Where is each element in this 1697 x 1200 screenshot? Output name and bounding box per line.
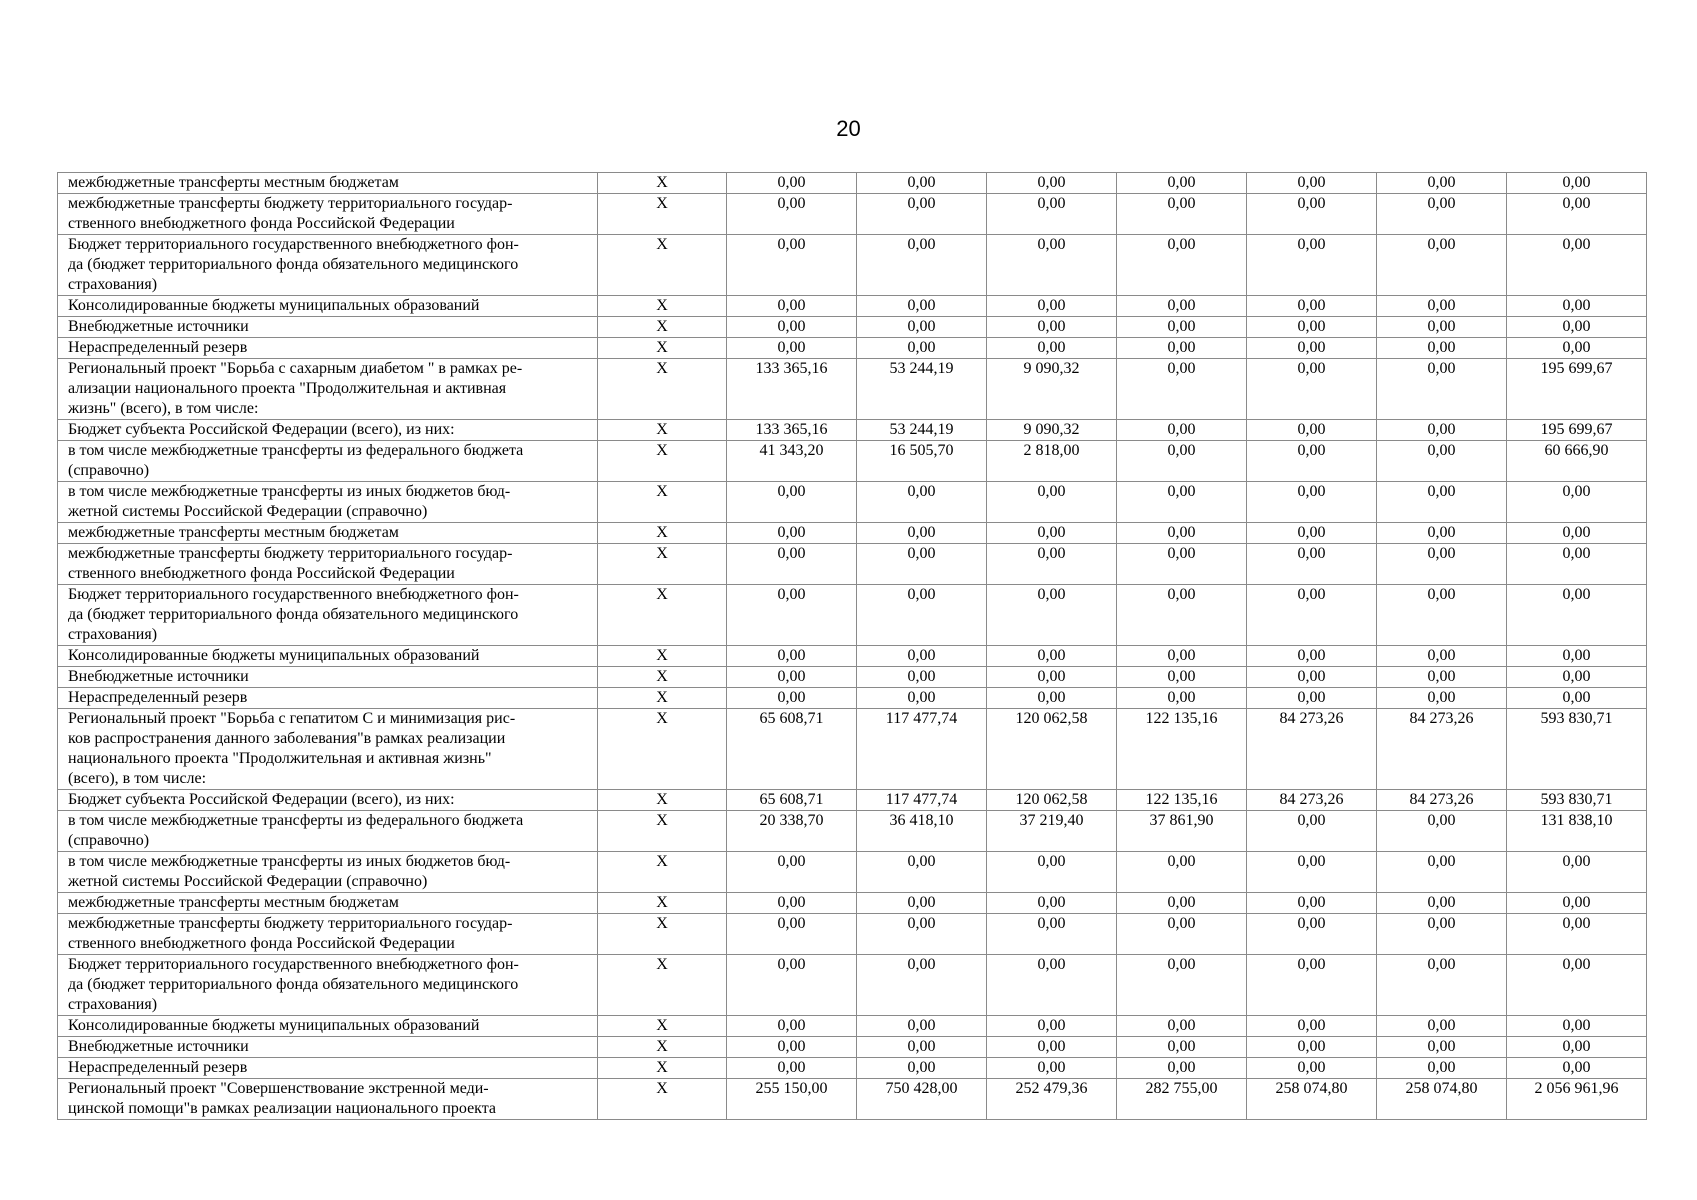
row-name-cell: межбюджетные трансферты местным бюджетам (58, 893, 598, 914)
row-value-cell: 258 074,80 (1377, 1079, 1507, 1120)
row-name-cell: Внебюджетные источники (58, 317, 598, 338)
row-value-cell: 0,00 (987, 914, 1117, 955)
row-name-cell: в том числе межбюджетные трансферты из федерального бюджета (справочно) (58, 441, 598, 482)
row-total-cell: 0,00 (1507, 296, 1647, 317)
row-mark-cell: X (598, 338, 727, 359)
row-value-cell: 0,00 (727, 955, 857, 1016)
row-value-cell: 53 244,19 (857, 420, 987, 441)
row-value-cell: 0,00 (1117, 955, 1247, 1016)
table-row (58, 441, 1647, 482)
row-value-cell: 0,00 (857, 235, 987, 296)
row-name-cell: межбюджетные трансферты местным бюджетам (58, 173, 598, 194)
row-value-cell: 36 418,10 (857, 811, 987, 852)
row-value-cell: 0,00 (727, 893, 857, 914)
row-value-cell: 133 365,16 (727, 420, 857, 441)
row-name-cell: Нераспределенный резерв (58, 1058, 598, 1079)
row-name-cell: межбюджетные трансферты бюджету территориального государ- ственного внебюджетного фонда Российской Федерации (58, 544, 598, 585)
row-value-cell: 0,00 (1247, 482, 1377, 523)
row-name-cell: межбюджетные трансферты бюджету территориального государ- ственного внебюджетного фонда Российской Федерации (58, 914, 598, 955)
row-value-cell: 84 273,26 (1247, 790, 1377, 811)
row-mark-cell: X (598, 1016, 727, 1037)
row-value-cell: 0,00 (1247, 852, 1377, 893)
row-value-cell: 0,00 (1117, 359, 1247, 420)
row-value-cell: 0,00 (857, 523, 987, 544)
row-value-cell: 0,00 (1247, 296, 1377, 317)
table-row (58, 790, 1647, 811)
row-value-cell: 0,00 (727, 544, 857, 585)
row-value-cell: 0,00 (857, 955, 987, 1016)
row-value-cell: 117 477,74 (857, 790, 987, 811)
row-total-cell: 0,00 (1507, 338, 1647, 359)
row-value-cell: 0,00 (987, 646, 1117, 667)
row-mark-cell: X (598, 523, 727, 544)
row-value-cell: 0,00 (1247, 544, 1377, 585)
row-total-cell: 0,00 (1507, 235, 1647, 296)
row-value-cell: 0,00 (987, 544, 1117, 585)
row-value-cell: 0,00 (727, 523, 857, 544)
row-value-cell: 0,00 (987, 296, 1117, 317)
row-value-cell: 65 608,71 (727, 709, 857, 790)
row-value-cell: 0,00 (727, 338, 857, 359)
row-value-cell: 0,00 (1377, 811, 1507, 852)
row-value-cell: 0,00 (857, 585, 987, 646)
row-value-cell: 65 608,71 (727, 790, 857, 811)
row-value-cell: 0,00 (727, 1037, 857, 1058)
row-value-cell: 0,00 (857, 688, 987, 709)
row-value-cell: 0,00 (727, 482, 857, 523)
row-value-cell: 0,00 (1247, 317, 1377, 338)
row-value-cell: 0,00 (857, 852, 987, 893)
row-value-cell: 0,00 (1117, 1037, 1247, 1058)
row-value-cell: 0,00 (1377, 585, 1507, 646)
row-value-cell: 0,00 (1117, 523, 1247, 544)
row-value-cell: 9 090,32 (987, 420, 1117, 441)
row-name-cell: Внебюджетные источники (58, 1037, 598, 1058)
row-mark-cell: X (598, 914, 727, 955)
table-row (58, 523, 1647, 544)
row-name-cell: Нераспределенный резерв (58, 338, 598, 359)
row-name-cell: Бюджет субъекта Российской Федерации (всего), из них: (58, 420, 598, 441)
row-value-cell: 0,00 (1377, 338, 1507, 359)
row-total-cell: 0,00 (1507, 955, 1647, 1016)
row-value-cell: 0,00 (1247, 667, 1377, 688)
row-value-cell: 0,00 (1117, 585, 1247, 646)
table-row (58, 1058, 1647, 1079)
row-total-cell: 195 699,67 (1507, 359, 1647, 420)
row-total-cell: 0,00 (1507, 667, 1647, 688)
row-value-cell: 0,00 (1247, 1058, 1377, 1079)
table-row (58, 1037, 1647, 1058)
row-value-cell: 0,00 (987, 1016, 1117, 1037)
row-value-cell: 0,00 (1247, 585, 1377, 646)
table-row (58, 544, 1647, 585)
row-value-cell: 0,00 (1117, 296, 1247, 317)
row-mark-cell: X (598, 1079, 727, 1120)
row-value-cell: 0,00 (857, 1037, 987, 1058)
row-total-cell: 0,00 (1507, 852, 1647, 893)
row-mark-cell: X (598, 235, 727, 296)
row-value-cell: 120 062,58 (987, 709, 1117, 790)
row-value-cell: 84 273,26 (1247, 709, 1377, 790)
row-value-cell: 2 818,00 (987, 441, 1117, 482)
row-value-cell: 0,00 (727, 585, 857, 646)
row-value-cell: 0,00 (727, 296, 857, 317)
row-value-cell: 0,00 (1117, 235, 1247, 296)
row-value-cell: 0,00 (1117, 893, 1247, 914)
row-mark-cell: X (598, 317, 727, 338)
row-mark-cell: X (598, 482, 727, 523)
row-mark-cell: X (598, 852, 727, 893)
row-value-cell: 37 861,90 (1117, 811, 1247, 852)
row-value-cell: 0,00 (1117, 688, 1247, 709)
row-value-cell: 0,00 (857, 544, 987, 585)
row-value-cell: 9 090,32 (987, 359, 1117, 420)
row-value-cell: 0,00 (1117, 1016, 1247, 1037)
table-row (58, 585, 1647, 646)
row-value-cell: 0,00 (1117, 1058, 1247, 1079)
table-row (58, 359, 1647, 420)
row-value-cell: 84 273,26 (1377, 709, 1507, 790)
row-value-cell: 0,00 (727, 914, 857, 955)
row-value-cell: 0,00 (1377, 296, 1507, 317)
table-row (58, 667, 1647, 688)
row-value-cell: 0,00 (857, 1016, 987, 1037)
row-value-cell: 0,00 (1117, 441, 1247, 482)
row-mark-cell: X (598, 441, 727, 482)
row-name-cell: в том числе межбюджетные трансферты из федерального бюджета (справочно) (58, 811, 598, 852)
row-total-cell: 195 699,67 (1507, 420, 1647, 441)
row-name-cell: Бюджет территориального государственного внебюджетного фон- да (бюджет территориального фонда обязательного медицинского страхования) (58, 235, 598, 296)
row-mark-cell: X (598, 893, 727, 914)
row-value-cell: 258 074,80 (1247, 1079, 1377, 1120)
row-value-cell: 0,00 (727, 646, 857, 667)
row-value-cell: 122 135,16 (1117, 709, 1247, 790)
row-value-cell: 0,00 (1247, 441, 1377, 482)
row-value-cell: 0,00 (727, 852, 857, 893)
row-value-cell: 0,00 (1247, 688, 1377, 709)
row-value-cell: 41 343,20 (727, 441, 857, 482)
table-row (58, 955, 1647, 1016)
row-total-cell: 0,00 (1507, 585, 1647, 646)
row-total-cell: 131 838,10 (1507, 811, 1647, 852)
row-total-cell: 0,00 (1507, 194, 1647, 235)
row-value-cell: 0,00 (987, 893, 1117, 914)
row-value-cell: 252 479,36 (987, 1079, 1117, 1120)
row-value-cell: 0,00 (1377, 1016, 1507, 1037)
table-row (58, 688, 1647, 709)
page-number: 20 (836, 116, 861, 141)
row-value-cell: 0,00 (1247, 1037, 1377, 1058)
table-row (58, 646, 1647, 667)
row-name-cell: Консолидированные бюджеты муниципальных образований (58, 296, 598, 317)
row-value-cell: 0,00 (1117, 338, 1247, 359)
row-value-cell: 0,00 (987, 173, 1117, 194)
row-name-cell: Бюджет субъекта Российской Федерации (всего), из них: (58, 790, 598, 811)
row-value-cell: 0,00 (987, 1058, 1117, 1079)
row-mark-cell: X (598, 194, 727, 235)
table-row (58, 420, 1647, 441)
row-mark-cell: X (598, 955, 727, 1016)
row-value-cell: 0,00 (1117, 544, 1247, 585)
row-value-cell: 0,00 (987, 852, 1117, 893)
row-value-cell: 0,00 (727, 194, 857, 235)
row-name-cell: Внебюджетные источники (58, 667, 598, 688)
row-mark-cell: X (598, 420, 727, 441)
row-mark-cell: X (598, 585, 727, 646)
table-row (58, 317, 1647, 338)
budget-table (57, 172, 1647, 1120)
row-total-cell: 0,00 (1507, 688, 1647, 709)
row-value-cell: 0,00 (727, 688, 857, 709)
row-mark-cell: X (598, 1037, 727, 1058)
row-name-cell: в том числе межбюджетные трансферты из иных бюджетов бюд- жетной системы Российской Федерации (справочно) (58, 482, 598, 523)
row-value-cell: 0,00 (1377, 852, 1507, 893)
row-value-cell: 0,00 (1117, 194, 1247, 235)
row-name-cell: Региональный проект "Совершенствование экстренной меди- цинской помощи"в рамках реализации национального проекта (58, 1079, 598, 1120)
row-value-cell: 0,00 (1117, 420, 1247, 441)
row-value-cell: 0,00 (1117, 852, 1247, 893)
row-name-cell: Консолидированные бюджеты муниципальных образований (58, 646, 598, 667)
row-value-cell: 0,00 (1117, 317, 1247, 338)
table-row (58, 173, 1647, 194)
row-total-cell: 0,00 (1507, 523, 1647, 544)
row-value-cell: 0,00 (1117, 667, 1247, 688)
row-value-cell: 120 062,58 (987, 790, 1117, 811)
row-value-cell: 0,00 (1377, 914, 1507, 955)
row-value-cell: 0,00 (857, 173, 987, 194)
row-value-cell: 0,00 (1377, 688, 1507, 709)
row-name-cell: Региональный проект "Борьба с сахарным диабетом " в рамках ре- ализации национального проекта "Продолжительная и активная жизнь" (всего), в том числе: (58, 359, 598, 420)
row-value-cell: 0,00 (727, 1058, 857, 1079)
row-value-cell: 0,00 (1117, 914, 1247, 955)
row-total-cell: 0,00 (1507, 1058, 1647, 1079)
row-value-cell: 0,00 (1247, 811, 1377, 852)
row-value-cell: 0,00 (727, 667, 857, 688)
table-row (58, 194, 1647, 235)
row-value-cell: 0,00 (857, 893, 987, 914)
row-total-cell: 0,00 (1507, 173, 1647, 194)
row-value-cell: 0,00 (1247, 893, 1377, 914)
row-value-cell: 0,00 (1247, 359, 1377, 420)
row-total-cell: 0,00 (1507, 1037, 1647, 1058)
row-value-cell: 0,00 (987, 1037, 1117, 1058)
row-mark-cell: X (598, 544, 727, 585)
row-value-cell: 0,00 (1247, 338, 1377, 359)
row-value-cell: 0,00 (1247, 523, 1377, 544)
row-value-cell: 0,00 (1117, 173, 1247, 194)
row-value-cell: 282 755,00 (1117, 1079, 1247, 1120)
row-value-cell: 0,00 (1377, 173, 1507, 194)
row-total-cell: 593 830,71 (1507, 790, 1647, 811)
row-name-cell: межбюджетные трансферты бюджету территориального государ- ственного внебюджетного фонда Российской Федерации (58, 194, 598, 235)
table-row (58, 914, 1647, 955)
row-mark-cell: X (598, 1058, 727, 1079)
row-value-cell: 0,00 (1377, 646, 1507, 667)
row-mark-cell: X (598, 667, 727, 688)
table-row (58, 482, 1647, 523)
row-total-cell: 60 666,90 (1507, 441, 1647, 482)
table-row (58, 709, 1647, 790)
row-total-cell: 0,00 (1507, 646, 1647, 667)
row-value-cell: 0,00 (1377, 1058, 1507, 1079)
row-name-cell: в том числе межбюджетные трансферты из иных бюджетов бюд- жетной системы Российской Федерации (справочно) (58, 852, 598, 893)
row-mark-cell: X (598, 688, 727, 709)
row-mark-cell: X (598, 811, 727, 852)
table-row (58, 338, 1647, 359)
row-value-cell: 0,00 (1377, 194, 1507, 235)
row-value-cell: 0,00 (857, 482, 987, 523)
table-row (58, 1079, 1647, 1120)
row-value-cell: 0,00 (987, 585, 1117, 646)
row-mark-cell: X (598, 790, 727, 811)
row-value-cell: 0,00 (1377, 955, 1507, 1016)
row-value-cell: 0,00 (1247, 420, 1377, 441)
row-value-cell: 0,00 (1117, 646, 1247, 667)
row-value-cell: 0,00 (1377, 544, 1507, 585)
row-name-cell: межбюджетные трансферты местным бюджетам (58, 523, 598, 544)
row-value-cell: 0,00 (1377, 235, 1507, 296)
row-name-cell: Консолидированные бюджеты муниципальных образований (58, 1016, 598, 1037)
row-value-cell: 117 477,74 (857, 709, 987, 790)
row-value-cell: 53 244,19 (857, 359, 987, 420)
row-value-cell: 0,00 (857, 914, 987, 955)
row-mark-cell: X (598, 646, 727, 667)
row-value-cell: 0,00 (987, 235, 1117, 296)
row-name-cell: Бюджет территориального государственного внебюджетного фон- да (бюджет территориального фонда обязательного медицинского страхования) (58, 585, 598, 646)
row-value-cell: 0,00 (857, 646, 987, 667)
row-value-cell: 0,00 (1377, 317, 1507, 338)
row-name-cell: Бюджет территориального государственного внебюджетного фон- да (бюджет территориального фонда обязательного медицинского страхования) (58, 955, 598, 1016)
row-value-cell: 20 338,70 (727, 811, 857, 852)
row-name-cell: Региональный проект "Борьба с гепатитом С и минимизация рис- ков распространения данного заболевания"в рамках реализации национального проекта "Продолжительная и активная жизнь" (всего), в том числе: (58, 709, 598, 790)
row-value-cell: 0,00 (727, 1016, 857, 1037)
row-value-cell: 0,00 (857, 667, 987, 688)
row-total-cell: 2 056 961,96 (1507, 1079, 1647, 1120)
row-value-cell: 750 428,00 (857, 1079, 987, 1120)
row-value-cell: 0,00 (1247, 194, 1377, 235)
row-value-cell: 0,00 (1377, 441, 1507, 482)
row-mark-cell: X (598, 173, 727, 194)
row-value-cell: 0,00 (1117, 482, 1247, 523)
row-value-cell: 0,00 (727, 317, 857, 338)
row-value-cell: 0,00 (987, 688, 1117, 709)
row-total-cell: 0,00 (1507, 893, 1647, 914)
row-value-cell: 0,00 (1377, 667, 1507, 688)
row-value-cell: 0,00 (1377, 893, 1507, 914)
row-value-cell: 0,00 (857, 317, 987, 338)
row-value-cell: 0,00 (987, 194, 1117, 235)
row-value-cell: 0,00 (987, 338, 1117, 359)
row-total-cell: 0,00 (1507, 544, 1647, 585)
row-value-cell: 84 273,26 (1377, 790, 1507, 811)
row-value-cell: 0,00 (1377, 482, 1507, 523)
row-total-cell: 0,00 (1507, 1016, 1647, 1037)
row-value-cell: 0,00 (727, 235, 857, 296)
row-total-cell: 593 830,71 (1507, 709, 1647, 790)
row-total-cell: 0,00 (1507, 482, 1647, 523)
row-value-cell: 0,00 (987, 955, 1117, 1016)
row-value-cell: 0,00 (727, 173, 857, 194)
row-value-cell: 0,00 (1247, 646, 1377, 667)
row-mark-cell: X (598, 296, 727, 317)
table-row (58, 1016, 1647, 1037)
row-value-cell: 0,00 (857, 194, 987, 235)
table-row (58, 811, 1647, 852)
row-total-cell: 0,00 (1507, 317, 1647, 338)
row-value-cell: 122 135,16 (1117, 790, 1247, 811)
row-value-cell: 0,00 (1247, 235, 1377, 296)
row-value-cell: 0,00 (1247, 1016, 1377, 1037)
row-value-cell: 0,00 (857, 1058, 987, 1079)
row-value-cell: 0,00 (1247, 914, 1377, 955)
row-value-cell: 0,00 (1377, 359, 1507, 420)
table-row (58, 296, 1647, 317)
row-value-cell: 0,00 (1377, 1037, 1507, 1058)
row-value-cell: 255 150,00 (727, 1079, 857, 1120)
row-value-cell: 0,00 (857, 338, 987, 359)
row-value-cell: 0,00 (987, 523, 1117, 544)
table-row (58, 235, 1647, 296)
table-row (58, 893, 1647, 914)
row-value-cell: 133 365,16 (727, 359, 857, 420)
table-row (58, 852, 1647, 893)
row-mark-cell: X (598, 359, 727, 420)
row-value-cell: 0,00 (1377, 523, 1507, 544)
row-value-cell: 0,00 (987, 667, 1117, 688)
row-value-cell: 37 219,40 (987, 811, 1117, 852)
row-value-cell: 0,00 (987, 482, 1117, 523)
row-value-cell: 0,00 (987, 317, 1117, 338)
row-total-cell: 0,00 (1507, 914, 1647, 955)
row-name-cell: Нераспределенный резерв (58, 688, 598, 709)
table-body (58, 173, 1647, 1120)
row-value-cell: 0,00 (857, 296, 987, 317)
row-value-cell: 0,00 (1247, 173, 1377, 194)
row-value-cell: 0,00 (1247, 955, 1377, 1016)
row-value-cell: 0,00 (1377, 420, 1507, 441)
row-mark-cell: X (598, 709, 727, 790)
row-value-cell: 16 505,70 (857, 441, 987, 482)
